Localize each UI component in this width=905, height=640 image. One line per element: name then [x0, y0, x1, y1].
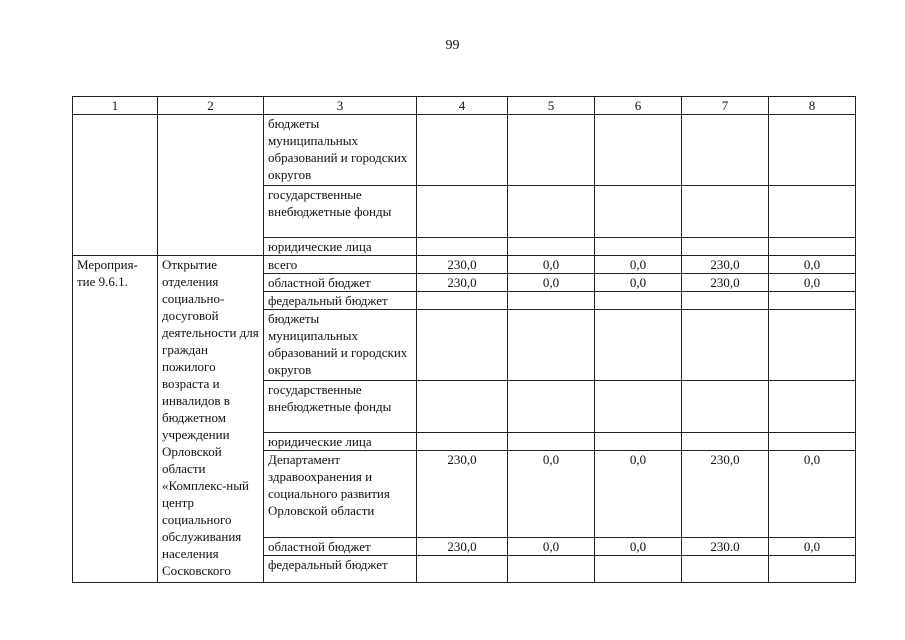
source-cell: юридические лица — [264, 433, 417, 451]
source-cell: бюджеты муниципальных образований и городских округов — [264, 310, 417, 381]
source-cell: государственные внебюджетные фонды — [264, 381, 417, 433]
header-cell: 6 — [595, 97, 682, 115]
value-cell — [769, 381, 856, 433]
header-cell: 4 — [417, 97, 508, 115]
source-cell: бюджеты муниципальных образований и городских округов — [264, 115, 417, 186]
source-cell: юридические лица — [264, 238, 417, 256]
value-cell — [417, 433, 508, 451]
value-cell — [595, 433, 682, 451]
activity-name-cell: Открытие отделения социально-досуговой деятельности для граждан пожилого возраста и инвалидов в бюджетном учреждении Орловской области «Комплекс-ный центр социального обслуживания населения Сосковского — [158, 256, 264, 583]
source-cell: областной бюджет — [264, 274, 417, 292]
empty-code-cell — [73, 115, 158, 256]
header-cell: 5 — [508, 97, 595, 115]
value-cell — [417, 115, 508, 186]
source-cell: Департамент здравоохранения и социального развития Орловской области — [264, 451, 417, 538]
value-cell — [417, 556, 508, 583]
value-cell — [769, 433, 856, 451]
header-cell: 7 — [682, 97, 769, 115]
value-cell — [682, 381, 769, 433]
value-cell — [508, 433, 595, 451]
value-cell — [682, 556, 769, 583]
value-cell — [508, 292, 595, 310]
value-cell — [769, 556, 856, 583]
source-cell: федеральный бюджет — [264, 556, 417, 583]
header-row — [73, 97, 856, 115]
value-cell: 230,0 — [417, 538, 508, 556]
value-cell — [417, 381, 508, 433]
value-cell: 0,0 — [595, 256, 682, 274]
value-cell — [682, 115, 769, 186]
value-cell — [769, 310, 856, 381]
value-cell — [682, 292, 769, 310]
value-cell — [417, 310, 508, 381]
budget-table — [72, 96, 856, 583]
value-cell — [595, 115, 682, 186]
table-row — [73, 256, 856, 274]
value-cell — [508, 186, 595, 238]
empty-name-cell — [158, 115, 264, 256]
value-cell — [508, 238, 595, 256]
value-cell: 0,0 — [595, 538, 682, 556]
value-cell: 0,0 — [508, 274, 595, 292]
value-cell — [417, 238, 508, 256]
value-cell: 230,0 — [417, 274, 508, 292]
value-cell — [595, 186, 682, 238]
value-cell — [769, 292, 856, 310]
value-cell — [508, 310, 595, 381]
value-cell — [508, 115, 595, 186]
value-cell — [595, 310, 682, 381]
value-cell: 0,0 — [769, 451, 856, 538]
value-cell — [769, 238, 856, 256]
value-cell — [682, 310, 769, 381]
value-cell — [595, 381, 682, 433]
value-cell: 0,0 — [595, 451, 682, 538]
value-cell: 230,0 — [417, 256, 508, 274]
value-cell: 0,0 — [769, 274, 856, 292]
value-cell — [417, 186, 508, 238]
value-cell: 230,0 — [417, 451, 508, 538]
value-cell: 0,0 — [595, 274, 682, 292]
activity-code-cell: Мероприя-тие 9.6.1. — [73, 256, 158, 583]
table-row — [73, 115, 856, 186]
value-cell — [595, 556, 682, 583]
page-number: 99 — [445, 38, 460, 53]
value-cell — [682, 433, 769, 451]
value-cell — [595, 238, 682, 256]
value-cell: 0,0 — [508, 451, 595, 538]
value-cell — [508, 556, 595, 583]
value-cell — [682, 238, 769, 256]
value-cell: 230,0 — [682, 256, 769, 274]
value-cell: 230,0 — [682, 274, 769, 292]
header-cell: 2 — [158, 97, 264, 115]
value-cell: 230.0 — [682, 538, 769, 556]
header-cell: 8 — [769, 97, 856, 115]
value-cell — [682, 186, 769, 238]
source-cell: государственные внебюджетные фонды — [264, 186, 417, 238]
header-cell: 3 — [264, 97, 417, 115]
value-cell — [417, 292, 508, 310]
source-cell: областной бюджет — [264, 538, 417, 556]
value-cell: 0,0 — [508, 538, 595, 556]
value-cell: 0,0 — [769, 256, 856, 274]
value-cell: 0,0 — [508, 256, 595, 274]
value-cell — [595, 292, 682, 310]
value-cell — [769, 115, 856, 186]
value-cell — [769, 186, 856, 238]
value-cell — [508, 381, 595, 433]
source-cell: федеральный бюджет — [264, 292, 417, 310]
value-cell: 0,0 — [769, 538, 856, 556]
header-cell: 1 — [73, 97, 158, 115]
source-cell: всего — [264, 256, 417, 274]
value-cell: 230,0 — [682, 451, 769, 538]
